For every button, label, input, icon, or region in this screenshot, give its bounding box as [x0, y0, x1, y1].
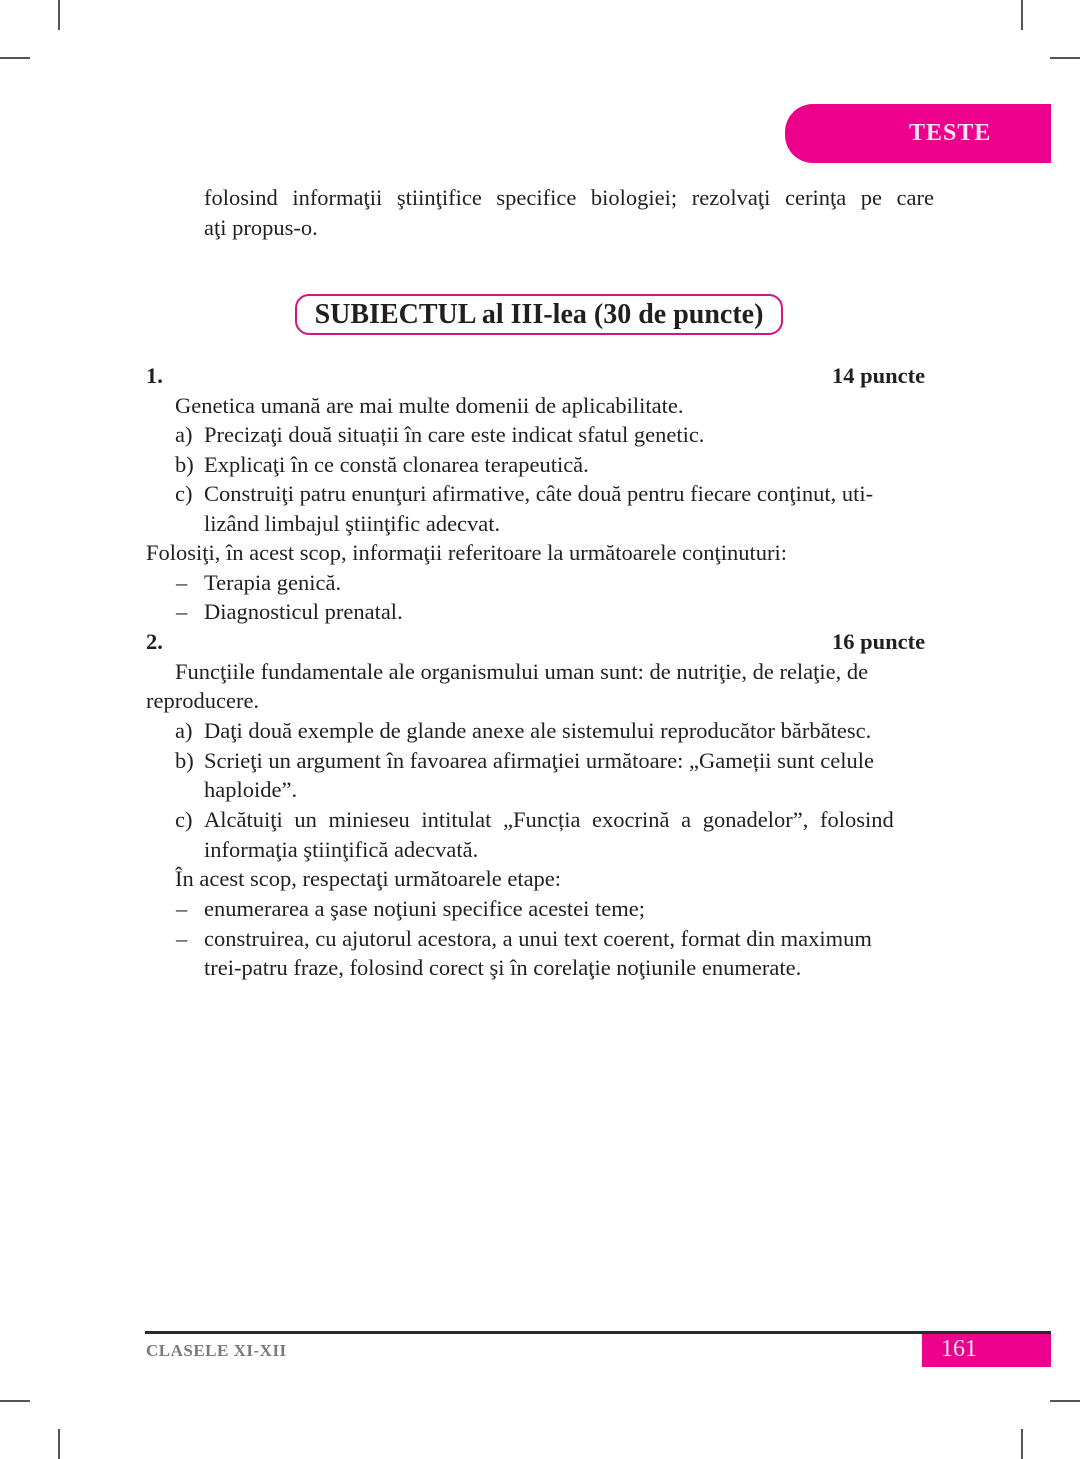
item-1-task-a-label: a) — [175, 422, 193, 447]
item-1-task-c-text-1: Construiţi patru enunţuri afirmative, câte două pentru fiecare conţinut, uti- — [204, 481, 874, 506]
item-2-number: 2. — [146, 629, 163, 654]
item-2-instruction: În acest scop, respectaţi următoarele etape: — [175, 866, 562, 891]
footer-label: CLASELE XI-XII — [146, 1341, 287, 1360]
item-1-task-b-label: b) — [175, 452, 194, 477]
crop-mark-tl-v — [58, 0, 60, 30]
item-2-step-2-line-2: trei-patru fraze, folosind corect şi în corelaţie noţiunile enumerate. — [204, 955, 802, 980]
item-1-intro: Genetica umană are mai multe domenii de aplicabilitate. — [175, 393, 684, 418]
item-2-task-c-text-2: informaţia ştiinţifică adecvată. — [204, 837, 479, 862]
item-2-task-b-label: b) — [175, 748, 194, 773]
page-number: 161 — [941, 1336, 977, 1362]
item-2-intro-1: Funcţiile fundamentale ale organismului uman sunt: de nutriţie, de relaţie, de — [175, 659, 869, 684]
section-title-box — [295, 294, 783, 335]
item-2-task-c-label: c) — [175, 807, 193, 832]
item-2-step-2-line-1: construirea, cu ajutorul acestora, a unui text coerent, format din maximum — [204, 926, 872, 951]
crop-mark-bl-v — [58, 1429, 60, 1459]
item-2-step-dash-1: – — [176, 896, 188, 921]
item-2-task-c-text-1: Alcătuiţi un minieseu intitulat „Funcția exocrină a gonadelor”, folosind — [204, 807, 894, 832]
section-tab-label: TESTE — [909, 120, 992, 146]
item-2-task-b-text-1: Scrieţi un argument în favoarea afirmaţiei următoare: „Gameții sunt celule — [204, 748, 874, 773]
item-1-task-c-label: c) — [175, 481, 193, 506]
crop-mark-tr-h — [1050, 57, 1080, 59]
item-1-content-1: Terapia genică. — [204, 570, 342, 595]
item-2-task-a-text: Daţi două exemple de glande anexe ale sistemului reproducător bărbătesc. — [204, 718, 872, 743]
item-1-instruction: Folosiţi, în acest scop, informaţii referitoare la următoarele conţinuturi: — [146, 540, 788, 565]
item-2-points: 16 puncte — [832, 629, 926, 654]
item-2-task-a-label: a) — [175, 718, 193, 743]
item-2-task-b-text-2: haploide”. — [204, 777, 298, 802]
section-title: SUBIECTUL al III-lea (30 de puncte) — [314, 298, 764, 330]
crop-mark-bl-h — [0, 1400, 30, 1402]
item-1-points: 14 puncte — [832, 363, 926, 388]
intro-line-2: aţi propus-o. — [204, 215, 318, 240]
crop-mark-tr-v — [1021, 0, 1023, 30]
item-1-content-2: Diagnosticul prenatal. — [204, 599, 403, 624]
crop-mark-br-v — [1021, 1429, 1023, 1459]
page-number-box — [922, 1334, 1051, 1367]
item-1-task-a-text: Precizaţi două situații în care este indicat sfatul genetic. — [204, 422, 705, 447]
crop-mark-br-h — [1050, 1400, 1080, 1402]
item-1-content-dash-2: – — [176, 599, 188, 624]
intro-line-1: folosind informaţii ştiinţifice specifice biologiei; rezolvaţi cerinţa pe care — [204, 185, 934, 210]
item-1-content-dash-1: – — [176, 570, 188, 595]
item-2-step-1: enumerarea a şase noţiuni specifice acestei teme; — [204, 896, 646, 921]
item-2-intro-2: reproducere. — [146, 688, 260, 713]
item-1-task-b-text: Explicaţi în ce constă clonarea terapeutică. — [204, 452, 589, 477]
item-1-task-c-text-2: lizând limbajul ştiinţific adecvat. — [204, 511, 501, 536]
item-1-number: 1. — [146, 363, 163, 388]
item-2-step-dash-2: – — [176, 926, 188, 951]
crop-mark-tl-h — [0, 57, 30, 59]
section-tab — [785, 104, 1051, 163]
footer-rule — [145, 1331, 1051, 1334]
